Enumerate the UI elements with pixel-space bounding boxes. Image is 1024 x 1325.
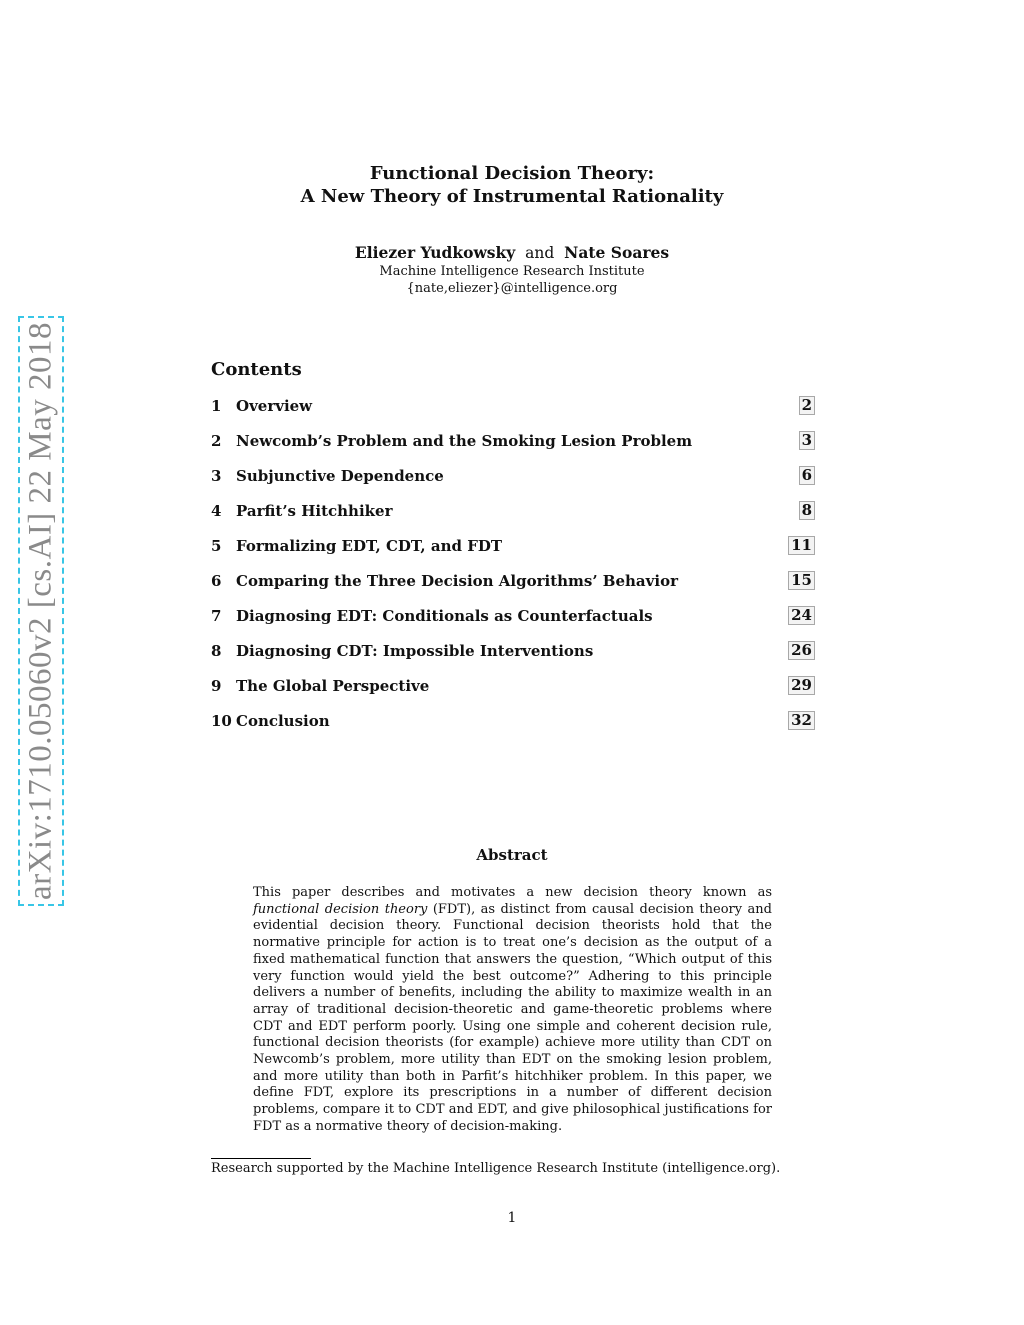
toc-number: 1 bbox=[211, 397, 222, 415]
toc-number: 2 bbox=[211, 432, 222, 450]
page-number: 1 bbox=[507, 1210, 517, 1226]
toc-title: Formalizing EDT, CDT, and FDT bbox=[236, 537, 503, 555]
toc-entry-7[interactable] bbox=[211, 607, 815, 642]
abstract-heading: Abstract bbox=[476, 846, 548, 864]
institution: Machine Intelligence Research Institute bbox=[379, 264, 645, 279]
title-line-2: A New Theory of Instrumental Rationality bbox=[300, 186, 724, 207]
footnote-rule bbox=[211, 1158, 311, 1159]
title-line-1: Functional Decision Theory: bbox=[369, 163, 655, 184]
author-1: Eliezer Yudkowsky bbox=[354, 243, 516, 262]
toc-page-link[interactable]: 2 bbox=[799, 396, 815, 415]
abstract-italic-term: functional decision theory bbox=[253, 901, 428, 917]
toc-title: Conclusion bbox=[236, 712, 330, 730]
toc-title: Subjunctive Dependence bbox=[236, 467, 444, 485]
toc-number: 5 bbox=[211, 537, 222, 555]
toc-page-link[interactable]: 6 bbox=[799, 466, 815, 485]
toc-entry-5[interactable] bbox=[211, 537, 815, 572]
toc-entry-1[interactable] bbox=[211, 397, 815, 432]
toc-page-link[interactable]: 24 bbox=[788, 606, 815, 625]
toc-title: Parfit’s Hitchhiker bbox=[236, 502, 393, 520]
toc-page-link[interactable]: 3 bbox=[799, 431, 815, 450]
abstract-text-after: (FDT), as distinct from causal decision theory and evidential decision theory. Functional decision theorists hold that the normative principle for action is to treat one’s decision as the output of a fixed mathematical function that answers the question, “Which output of this very function would yield the best outcome?” Adhering to this principle delivers a number of benefits, including the ability to maximize wealth in an array of traditional decision-theoretic and game-theoretic problems where CDT and EDT perform poorly. Using one simple and coherent decision rule, functional decision theorists (for example) achieve more utility than CDT on Newcomb’s problem, more utility than EDT on the smoking lesion problem, and more utility than both in Parfit’s hitchhiker problem. In this paper, we define FDT, explore its prescriptions in a number of different decision problems, compare it to CDT and EDT, and give philosophical justifications for FDT as a normative theory of decision-making. bbox=[253, 901, 772, 1134]
toc-number: 4 bbox=[211, 502, 222, 520]
toc-entry-10[interactable] bbox=[211, 712, 815, 747]
abstract-text bbox=[253, 885, 772, 1136]
toc-page-link[interactable]: 29 bbox=[788, 676, 815, 695]
toc-title: Overview bbox=[236, 397, 313, 415]
toc-page-link[interactable]: 11 bbox=[788, 536, 815, 555]
arxiv-stamp bbox=[18, 316, 64, 906]
author-conjunction: and bbox=[525, 244, 555, 262]
toc-title: The Global Perspective bbox=[236, 677, 430, 695]
author-line bbox=[0, 244, 1024, 262]
toc-page-link[interactable]: 32 bbox=[788, 711, 815, 730]
toc-number: 3 bbox=[211, 467, 222, 485]
affiliation bbox=[0, 263, 1024, 297]
author-2: Nate Soares bbox=[564, 243, 670, 262]
contents-heading: Contents bbox=[211, 359, 302, 380]
toc-title: Comparing the Three Decision Algorithms’ Behavior bbox=[236, 572, 678, 590]
footnote: Research supported by the Machine Intelligence Research Institute (intelligence.org). bbox=[211, 1161, 781, 1176]
toc-entry-4[interactable] bbox=[211, 502, 815, 537]
toc-number: 6 bbox=[211, 572, 222, 590]
toc-page-link[interactable]: 26 bbox=[788, 641, 815, 660]
toc-title: Newcomb’s Problem and the Smoking Lesion Problem bbox=[236, 432, 693, 450]
toc-entry-2[interactable] bbox=[211, 432, 815, 467]
table-of-contents bbox=[211, 397, 815, 747]
abstract-text-before: This paper describes and motivates a new decision theory known as bbox=[253, 885, 772, 900]
toc-number: 10 bbox=[211, 712, 232, 730]
arxiv-id: arXiv:1710.05060v2 [cs.AI] 22 May 2018 bbox=[22, 321, 59, 901]
toc-page-link[interactable]: 15 bbox=[788, 571, 815, 590]
toc-number: 9 bbox=[211, 677, 222, 695]
toc-entry-9[interactable] bbox=[211, 677, 815, 712]
toc-entry-3[interactable] bbox=[211, 467, 815, 502]
toc-title: Diagnosing EDT: Conditionals as Counterfactuals bbox=[236, 607, 653, 625]
paper-title bbox=[0, 162, 1024, 208]
toc-entry-6[interactable] bbox=[211, 572, 815, 607]
toc-title: Diagnosing CDT: Impossible Interventions bbox=[236, 642, 594, 660]
toc-number: 8 bbox=[211, 642, 222, 660]
toc-entry-8[interactable] bbox=[211, 642, 815, 677]
toc-page-link[interactable]: 8 bbox=[799, 501, 815, 520]
toc-number: 7 bbox=[211, 607, 222, 625]
author-email: {nate,eliezer}@intelligence.org bbox=[406, 281, 618, 296]
